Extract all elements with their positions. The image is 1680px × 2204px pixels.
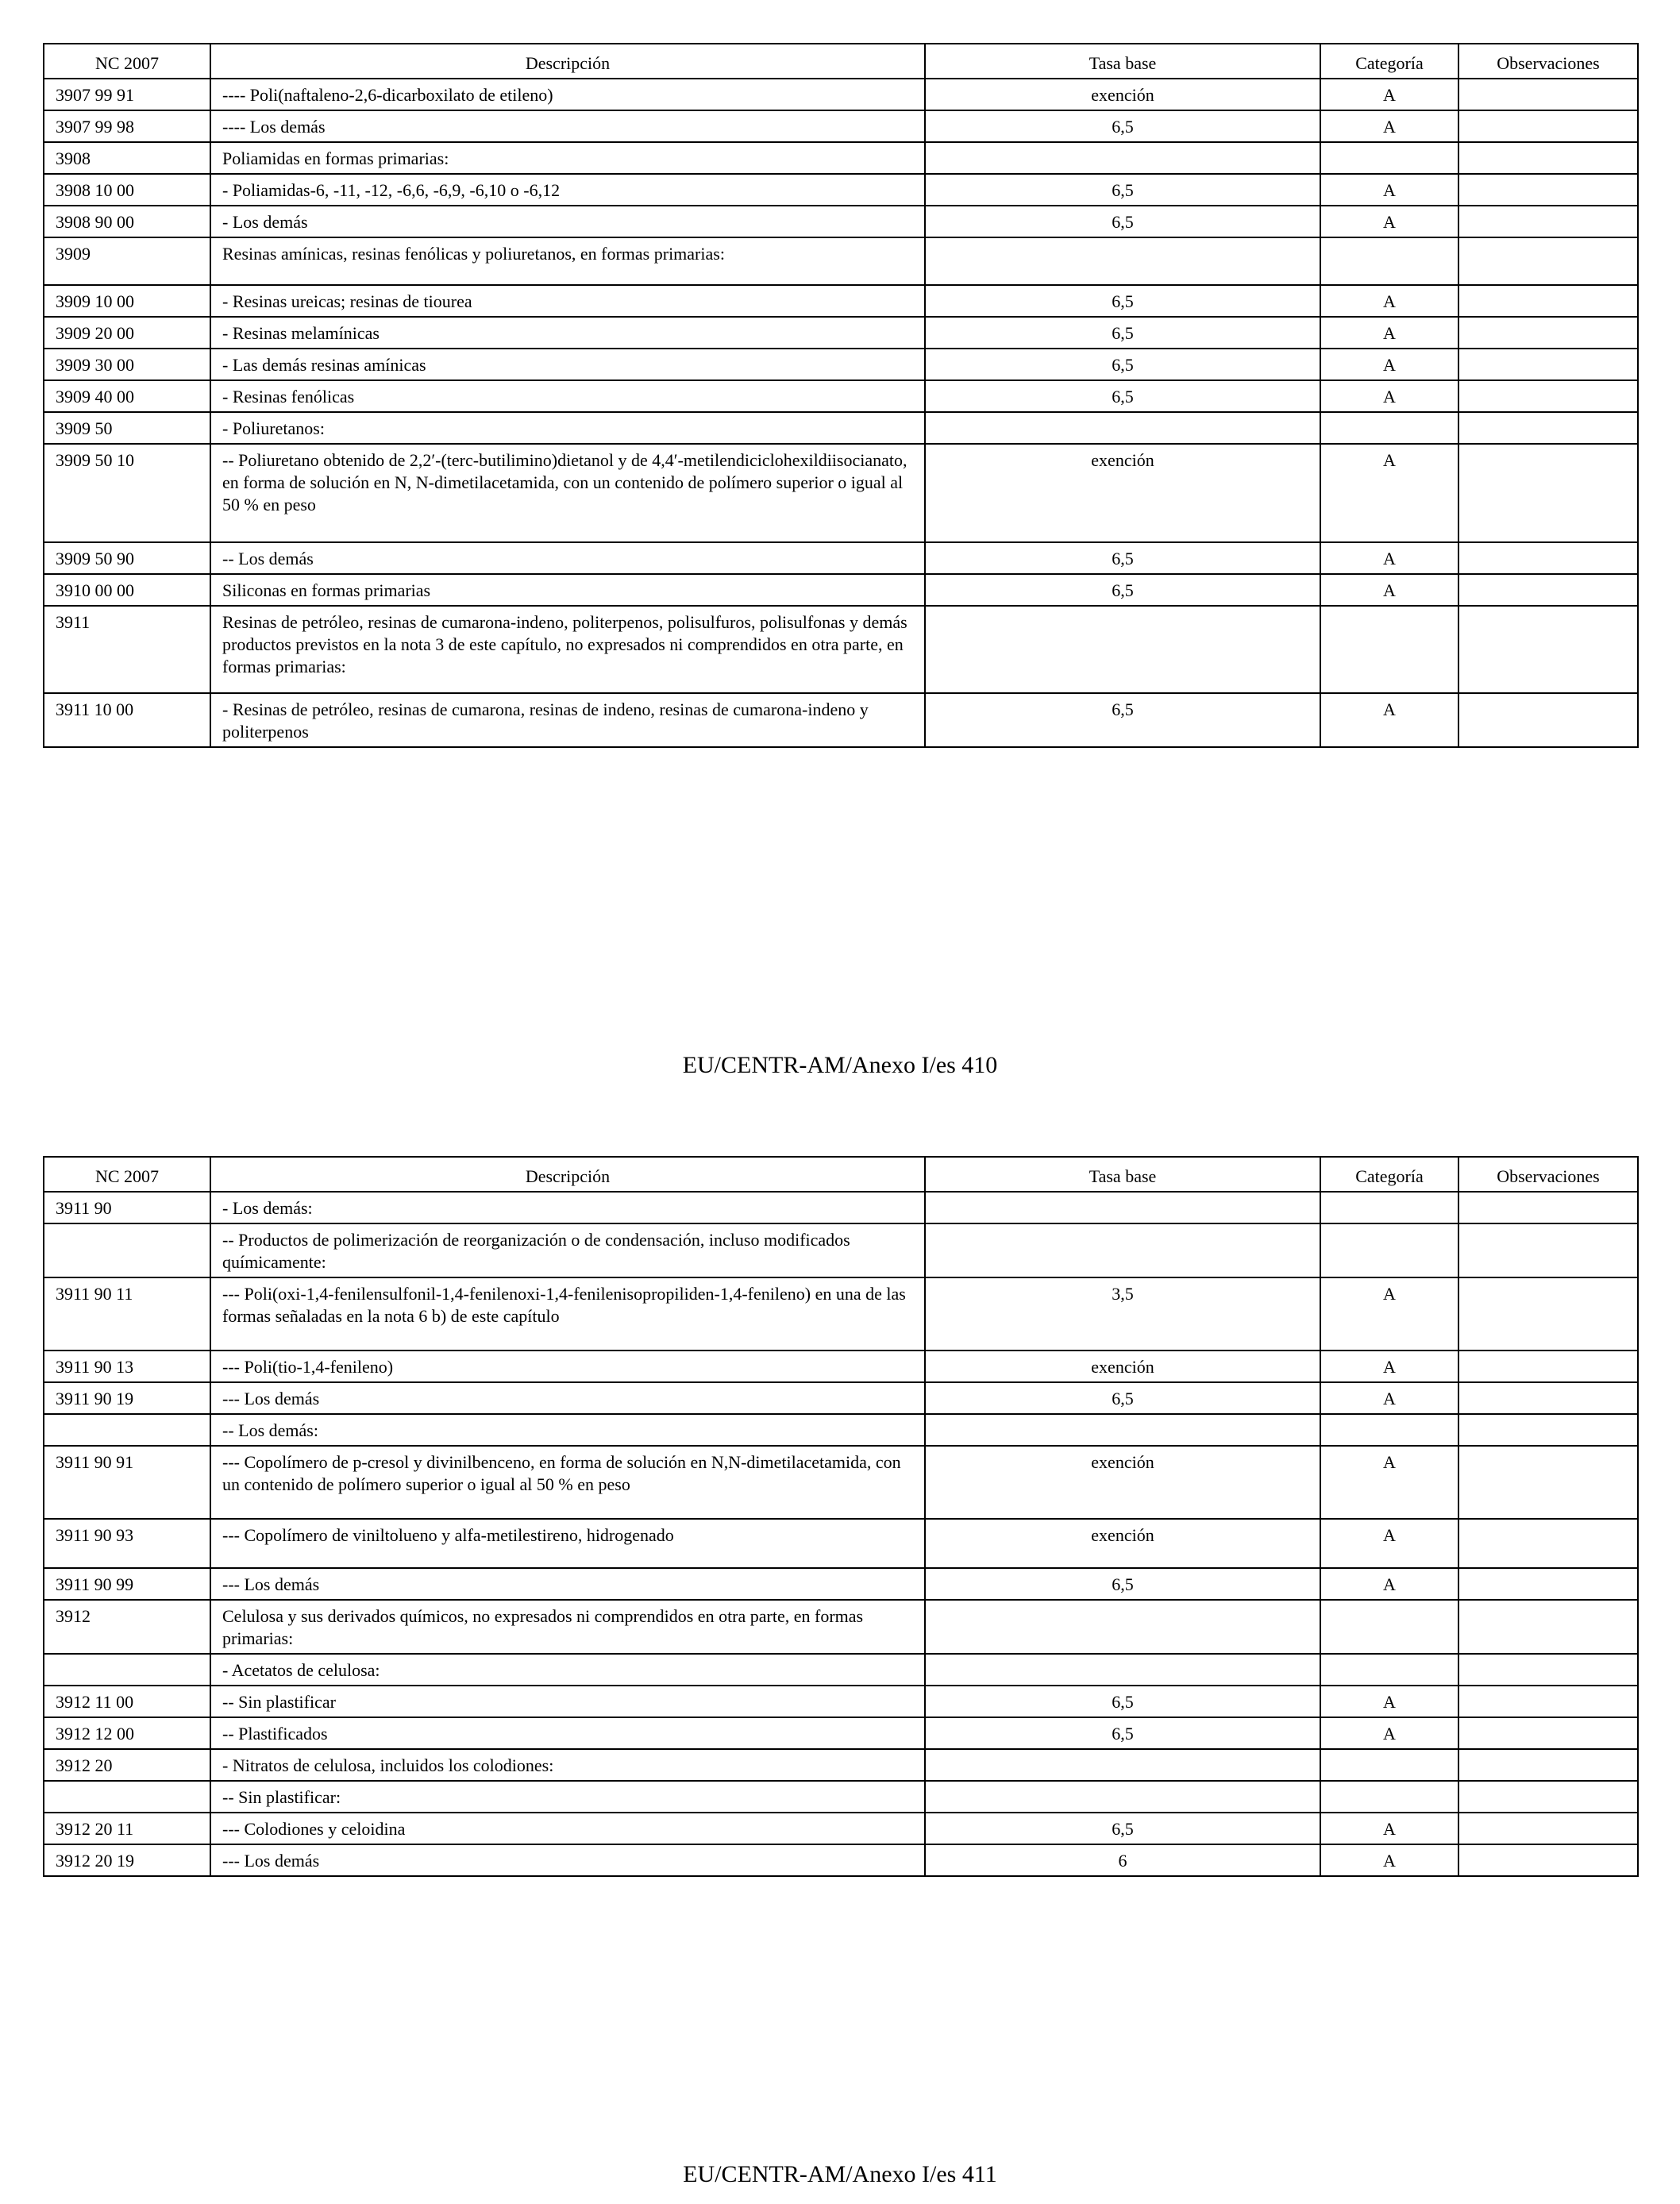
tariff-table: [43, 43, 1639, 748]
cell-category: A: [1320, 542, 1458, 574]
cell-base-rate: exención: [925, 444, 1320, 542]
cell-observations: [1458, 110, 1638, 142]
header-base-rate: Tasa base: [925, 1157, 1320, 1192]
cell-category: [1320, 237, 1458, 285]
cell-code: [44, 1223, 210, 1277]
cell-base-rate: [925, 1192, 1320, 1223]
cell-observations: [1458, 574, 1638, 606]
cell-category: A: [1320, 206, 1458, 237]
cell-base-rate: 6,5: [925, 380, 1320, 412]
table-row: [44, 693, 1638, 747]
table-row: [44, 1813, 1638, 1844]
cell-observations: [1458, 285, 1638, 317]
cell-base-rate: 6,5: [925, 1717, 1320, 1749]
table-row: [44, 574, 1638, 606]
cell-description: - Resinas melamínicas: [210, 317, 925, 349]
cell-base-rate: [925, 1781, 1320, 1813]
cell-code: 3911: [44, 606, 210, 693]
cell-base-rate: exención: [925, 1446, 1320, 1519]
cell-description: --- Colodiones y celoidina: [210, 1813, 925, 1844]
cell-code: 3908 90 00: [44, 206, 210, 237]
cell-category: A: [1320, 1382, 1458, 1414]
cell-base-rate: 6,5: [925, 574, 1320, 606]
cell-code: 3910 00 00: [44, 574, 210, 606]
cell-category: [1320, 1192, 1458, 1223]
cell-category: A: [1320, 1351, 1458, 1382]
cell-base-rate: 6,5: [925, 1568, 1320, 1600]
cell-description: --- Copolímero de p-cresol y divinilbenceno, en forma de solución en N,N-dimetilacetamida, con un contenido de polímero superior o igual al 50 % en peso: [210, 1446, 925, 1519]
cell-observations: [1458, 1844, 1638, 1876]
cell-observations: [1458, 380, 1638, 412]
table-row: [44, 110, 1638, 142]
table-header-row: [44, 44, 1638, 79]
cell-base-rate: 6,5: [925, 206, 1320, 237]
header-description: Descripción: [210, 1157, 925, 1192]
cell-code: 3907 99 98: [44, 110, 210, 142]
cell-category: A: [1320, 444, 1458, 542]
cell-description: - Nitratos de celulosa, incluidos los colodiones:: [210, 1749, 925, 1781]
cell-category: A: [1320, 79, 1458, 110]
cell-observations: [1458, 317, 1638, 349]
tariff-table: [43, 1156, 1639, 1877]
cell-description: - Resinas de petróleo, resinas de cumarona, resinas de indeno, resinas de cumarona-indeno y politerpenos: [210, 693, 925, 747]
cell-code: 3909 10 00: [44, 285, 210, 317]
cell-base-rate: exención: [925, 79, 1320, 110]
cell-description: -- Sin plastificar:: [210, 1781, 925, 1813]
cell-category: A: [1320, 574, 1458, 606]
cell-category: A: [1320, 1813, 1458, 1844]
cell-base-rate: [925, 1749, 1320, 1781]
cell-category: [1320, 1654, 1458, 1686]
cell-category: A: [1320, 1717, 1458, 1749]
header-code: NC 2007: [44, 1157, 210, 1192]
cell-category: [1320, 1749, 1458, 1781]
header-code: NC 2007: [44, 44, 210, 79]
cell-observations: [1458, 1717, 1638, 1749]
cell-base-rate: [925, 1223, 1320, 1277]
cell-code: 3912 20 11: [44, 1813, 210, 1844]
header-category: Categoría: [1320, 1157, 1458, 1192]
cell-code: 3908 10 00: [44, 174, 210, 206]
cell-base-rate: 6,5: [925, 542, 1320, 574]
table-row: [44, 1844, 1638, 1876]
cell-category: [1320, 1600, 1458, 1654]
cell-description: --- Los demás: [210, 1844, 925, 1876]
cell-base-rate: exención: [925, 1351, 1320, 1382]
cell-code: 3911 90 13: [44, 1351, 210, 1382]
page-footer: EU/CENTR-AM/Anexo I/es 411: [683, 2161, 997, 2187]
cell-code: 3909 50 90: [44, 542, 210, 574]
cell-code: 3909 20 00: [44, 317, 210, 349]
cell-description: --- Copolímero de viniltolueno y alfa-metilestireno, hidrogenado: [210, 1519, 925, 1568]
cell-base-rate: 6,5: [925, 110, 1320, 142]
cell-observations: [1458, 142, 1638, 174]
cell-description: --- Poli(oxi-1,4-fenilensulfonil-1,4-fenilenoxi-1,4-fenilenisopropiliden-1,4-fenileno) en una de las formas señaladas en la nota 6 b) de este capítulo: [210, 1277, 925, 1351]
cell-code: 3911 10 00: [44, 693, 210, 747]
cell-description: Resinas de petróleo, resinas de cumarona-indeno, politerpenos, polisulfuros, polisulfonas y demás productos previstos en la nota 3 de este capítulo, no expresados ni comprendidos en otra parte, en formas primarias:: [210, 606, 925, 693]
cell-code: 3909 30 00: [44, 349, 210, 380]
cell-observations: [1458, 206, 1638, 237]
cell-code: 3909 50: [44, 412, 210, 444]
cell-observations: [1458, 174, 1638, 206]
cell-category: A: [1320, 1519, 1458, 1568]
cell-observations: [1458, 1277, 1638, 1351]
cell-description: -- Plastificados: [210, 1717, 925, 1749]
table-row: [44, 1717, 1638, 1749]
cell-base-rate: 3,5: [925, 1277, 1320, 1351]
table-row: [44, 1568, 1638, 1600]
table-row: [44, 317, 1638, 349]
cell-description: ---- Poli(naftaleno-2,6-dicarboxilato de etileno): [210, 79, 925, 110]
cell-observations: [1458, 1568, 1638, 1600]
table-row: [44, 1519, 1638, 1568]
table-row: [44, 380, 1638, 412]
cell-category: [1320, 1223, 1458, 1277]
cell-description: -- Sin plastificar: [210, 1686, 925, 1717]
table-row: [44, 542, 1638, 574]
cell-base-rate: [925, 237, 1320, 285]
cell-observations: [1458, 237, 1638, 285]
cell-observations: [1458, 1446, 1638, 1519]
cell-description: --- Poli(tio-1,4-fenileno): [210, 1351, 925, 1382]
cell-observations: [1458, 693, 1638, 747]
table-row: [44, 444, 1638, 542]
table-row: [44, 412, 1638, 444]
cell-category: [1320, 1781, 1458, 1813]
cell-description: ---- Los demás: [210, 110, 925, 142]
cell-category: A: [1320, 174, 1458, 206]
cell-observations: [1458, 444, 1638, 542]
cell-category: A: [1320, 1446, 1458, 1519]
cell-category: A: [1320, 1568, 1458, 1600]
header-base-rate: Tasa base: [925, 44, 1320, 79]
cell-observations: [1458, 1351, 1638, 1382]
cell-description: - Resinas ureicas; resinas de tiourea: [210, 285, 925, 317]
cell-base-rate: [925, 1600, 1320, 1654]
cell-code: 3912: [44, 1600, 210, 1654]
cell-base-rate: 6,5: [925, 1686, 1320, 1717]
table-row: [44, 79, 1638, 110]
cell-observations: [1458, 606, 1638, 693]
table-row: [44, 237, 1638, 285]
cell-base-rate: 6,5: [925, 317, 1320, 349]
cell-observations: [1458, 79, 1638, 110]
cell-observations: [1458, 1600, 1638, 1654]
cell-observations: [1458, 542, 1638, 574]
table-row: [44, 1749, 1638, 1781]
cell-observations: [1458, 1686, 1638, 1717]
cell-description: -- Los demás: [210, 542, 925, 574]
cell-observations: [1458, 1382, 1638, 1414]
header-description: Descripción: [210, 44, 925, 79]
cell-code: 3908: [44, 142, 210, 174]
cell-code: 3911 90 19: [44, 1382, 210, 1414]
table-row: [44, 606, 1638, 693]
cell-base-rate: [925, 606, 1320, 693]
cell-code: 3909 40 00: [44, 380, 210, 412]
cell-base-rate: [925, 1654, 1320, 1686]
cell-code: 3911 90 91: [44, 1446, 210, 1519]
cell-category: [1320, 412, 1458, 444]
table-row: [44, 1654, 1638, 1686]
cell-base-rate: 6,5: [925, 174, 1320, 206]
cell-category: A: [1320, 317, 1458, 349]
cell-description: -- Productos de polimerización de reorganización o de condensación, incluso modificados químicamente:: [210, 1223, 925, 1277]
table-row: [44, 1192, 1638, 1223]
cell-description: - Acetatos de celulosa:: [210, 1654, 925, 1686]
cell-code: 3911 90 93: [44, 1519, 210, 1568]
table-row: [44, 1686, 1638, 1717]
table-row: [44, 174, 1638, 206]
table-row: [44, 1223, 1638, 1277]
cell-code: 3912 12 00: [44, 1717, 210, 1749]
cell-observations: [1458, 1223, 1638, 1277]
table-row: [44, 1382, 1638, 1414]
cell-base-rate: [925, 1414, 1320, 1446]
cell-base-rate: 6,5: [925, 349, 1320, 380]
cell-category: A: [1320, 1844, 1458, 1876]
cell-description: -- Poliuretano obtenido de 2,2′-(terc-butilimino)dietanol y de 4,4′-metilendiciclohexildiisocianato, en forma de solución en N, N-dimetilacetamida, con un contenido de polímero superior o igual al 50 % en peso: [210, 444, 925, 542]
cell-code: 3912 20: [44, 1749, 210, 1781]
cell-description: -- Los demás:: [210, 1414, 925, 1446]
cell-category: A: [1320, 1686, 1458, 1717]
cell-description: - Resinas fenólicas: [210, 380, 925, 412]
cell-description: Poliamidas en formas primarias:: [210, 142, 925, 174]
cell-category: [1320, 1414, 1458, 1446]
table-row: [44, 1781, 1638, 1813]
cell-base-rate: [925, 412, 1320, 444]
table-row: [44, 1414, 1638, 1446]
cell-observations: [1458, 1192, 1638, 1223]
cell-code: [44, 1654, 210, 1686]
cell-base-rate: 6,5: [925, 1813, 1320, 1844]
cell-description: - Los demás: [210, 206, 925, 237]
table-row: [44, 1600, 1638, 1654]
cell-category: A: [1320, 380, 1458, 412]
cell-observations: [1458, 1813, 1638, 1844]
cell-observations: [1458, 1781, 1638, 1813]
cell-observations: [1458, 349, 1638, 380]
header-observations: Observaciones: [1458, 44, 1638, 79]
cell-category: A: [1320, 285, 1458, 317]
cell-observations: [1458, 1749, 1638, 1781]
cell-category: [1320, 142, 1458, 174]
cell-description: Resinas amínicas, resinas fenólicas y poliuretanos, en formas primarias:: [210, 237, 925, 285]
cell-description: Siliconas en formas primarias: [210, 574, 925, 606]
table-row: [44, 285, 1638, 317]
table-row: [44, 1351, 1638, 1382]
cell-observations: [1458, 1654, 1638, 1686]
cell-category: A: [1320, 1277, 1458, 1351]
cell-description: - Los demás:: [210, 1192, 925, 1223]
page-footer: EU/CENTR-AM/Anexo I/es 410: [682, 1052, 998, 1078]
header-category: Categoría: [1320, 44, 1458, 79]
document-page-410: [0, 0, 1680, 1100]
cell-base-rate: [925, 142, 1320, 174]
cell-description: --- Los demás: [210, 1568, 925, 1600]
cell-description: - Poliamidas-6, -11, -12, -6,6, -6,9, -6,10 o -6,12: [210, 174, 925, 206]
cell-description: - Las demás resinas amínicas: [210, 349, 925, 380]
cell-description: --- Los demás: [210, 1382, 925, 1414]
header-observations: Observaciones: [1458, 1157, 1638, 1192]
cell-code: 3912 11 00: [44, 1686, 210, 1717]
cell-code: [44, 1781, 210, 1813]
cell-base-rate: exención: [925, 1519, 1320, 1568]
cell-category: [1320, 606, 1458, 693]
cell-code: 3911 90 99: [44, 1568, 210, 1600]
table-row: [44, 1277, 1638, 1351]
table-header-row: [44, 1157, 1638, 1192]
cell-observations: [1458, 1414, 1638, 1446]
cell-code: 3909: [44, 237, 210, 285]
cell-code: 3912 20 19: [44, 1844, 210, 1876]
cell-category: A: [1320, 110, 1458, 142]
cell-observations: [1458, 1519, 1638, 1568]
table-row: [44, 349, 1638, 380]
cell-description: Celulosa y sus derivados químicos, no expresados ni comprendidos en otra parte, en formas primarias:: [210, 1600, 925, 1654]
document-page-411: [0, 1100, 1680, 2204]
cell-base-rate: 6,5: [925, 693, 1320, 747]
cell-category: A: [1320, 349, 1458, 380]
table-row: [44, 206, 1638, 237]
cell-base-rate: 6,5: [925, 285, 1320, 317]
cell-code: 3909 50 10: [44, 444, 210, 542]
table-row: [44, 142, 1638, 174]
cell-base-rate: 6: [925, 1844, 1320, 1876]
cell-description: - Poliuretanos:: [210, 412, 925, 444]
cell-base-rate: 6,5: [925, 1382, 1320, 1414]
cell-code: 3911 90 11: [44, 1277, 210, 1351]
table-row: [44, 1446, 1638, 1519]
cell-code: 3911 90: [44, 1192, 210, 1223]
cell-code: [44, 1414, 210, 1446]
cell-code: 3907 99 91: [44, 79, 210, 110]
cell-category: A: [1320, 693, 1458, 747]
cell-observations: [1458, 412, 1638, 444]
